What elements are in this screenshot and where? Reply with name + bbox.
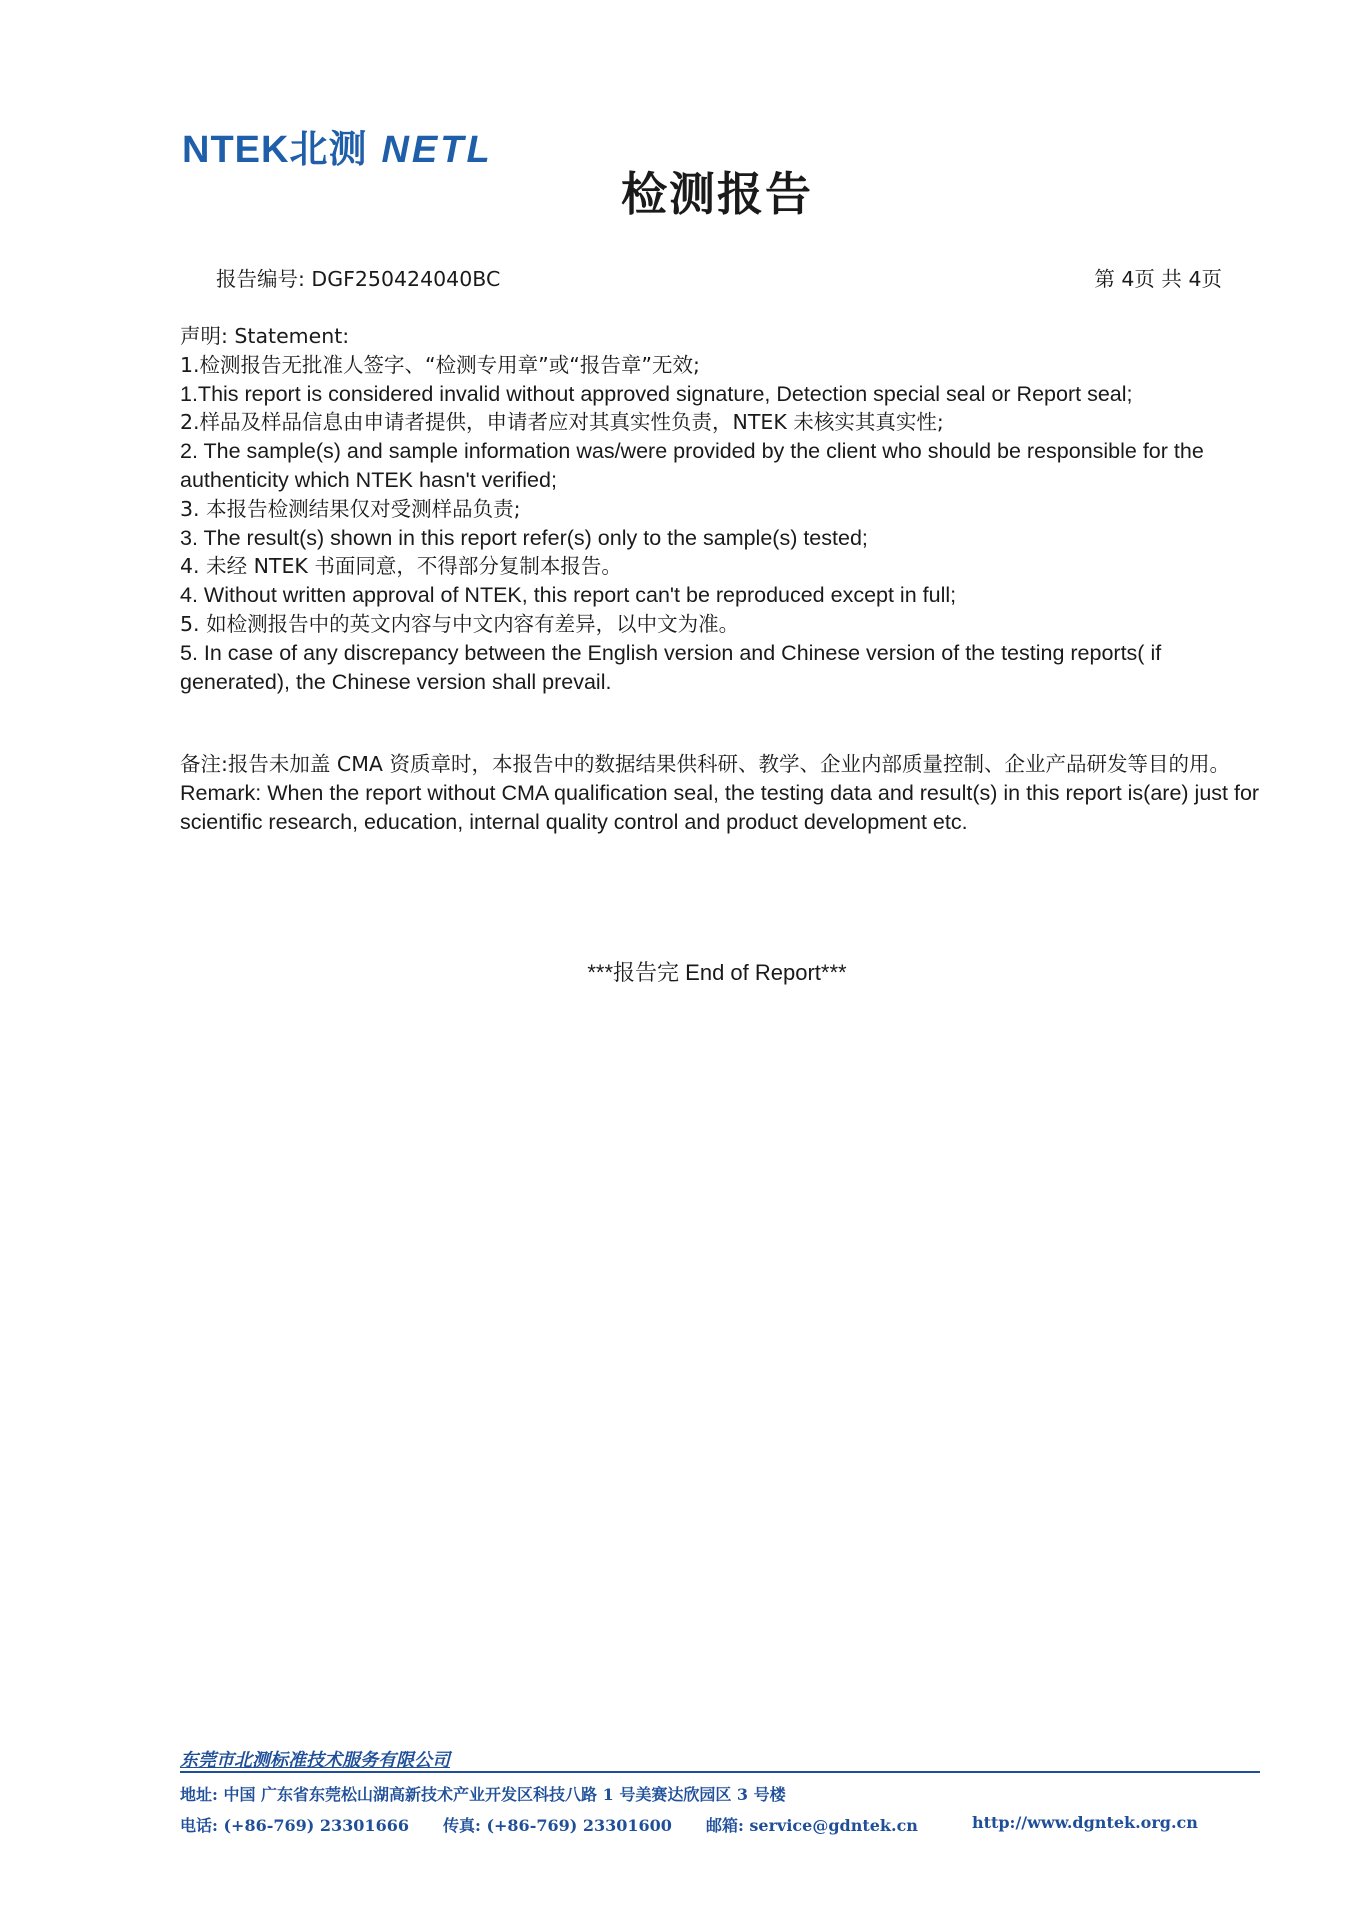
- end-of-report: ***报告完 End of Report***: [587, 960, 847, 985]
- footer-email: 邮箱: service@gdntek.cn: [705, 1816, 918, 1835]
- footer-address: 地址: 中国 广东省东莞松山湖高新技术产业开发区科技八路 1 号美赛达欣园区 3 号楼: [180, 1785, 786, 1804]
- footer-website[interactable]: http://www.dgntek.org.cn: [971, 1813, 1198, 1832]
- footer: [180, 1746, 1260, 1836]
- statement-line: 3. 本报告检测结果仅对受测样品负责;: [180, 496, 521, 521]
- page-number: 第 4页 共 4页: [1094, 267, 1222, 291]
- statement-line: 5. In case of any discrepancy between the English version and Chinese version of the testing reports( if generated), the Chinese version shall prevail.: [180, 640, 1162, 694]
- footer-contact: [180, 1813, 1260, 1836]
- page-title: 检测报告: [621, 167, 813, 221]
- remark-zh: 备注:报告未加盖 CMA 资质章时，本报告中的数据结果供科研、教学、企业内部质量控制、企业产品研发等目的用。: [180, 752, 1230, 776]
- statement-line: 5. 如检测报告中的英文内容与中文内容有差异，以中文为准。: [180, 611, 740, 636]
- statement-heading: 声明: Statement:: [180, 324, 350, 348]
- statement-line: 4. 未经 NTEK 书面同意，不得部分复制本报告。: [180, 554, 622, 579]
- statement-line: 1.检测报告无批准人签字、“检测专用章”或“报告章”无效;: [180, 352, 700, 377]
- logo-netl: NETL: [381, 129, 493, 171]
- statement-section: [180, 322, 1262, 696]
- remark-en: Remark: When the report without CMA qualification seal, the testing data and result(s) in this report is(are) just for scientific research, education, internal quality control and product development etc.: [180, 781, 1260, 834]
- remark-section: [180, 750, 1262, 837]
- footer-divider: [180, 1771, 1260, 1773]
- report-number: 报告编号: DGF250424040BC: [216, 267, 501, 291]
- logo-brand: NTEK北测: [182, 129, 368, 171]
- statement-line: 3. The result(s) shown in this report refer(s) only to the sample(s) tested;: [180, 525, 868, 550]
- statement-line: 4. Without written approval of NTEK, this report can't be reproduced except in full;: [180, 583, 957, 608]
- footer-phone: 电话: (+86-769) 23301666: [180, 1816, 409, 1835]
- footer-fax: 传真: (+86-769) 23301600: [442, 1816, 672, 1835]
- footer-company: 东莞市北测标准技术服务有限公司: [180, 1750, 450, 1771]
- statement-line: 1.This report is considered invalid without approved signature, Detection special seal or Report seal;: [180, 381, 1133, 406]
- statement-line: 2. The sample(s) and sample information was/were provided by the client who should be responsible for the authenticity which NTEK hasn't verified;: [180, 439, 1204, 492]
- statement-line: 2.样品及样品信息由申请者提供，申请者应对其真实性负责，NTEK 未核实其真实性;: [180, 410, 944, 435]
